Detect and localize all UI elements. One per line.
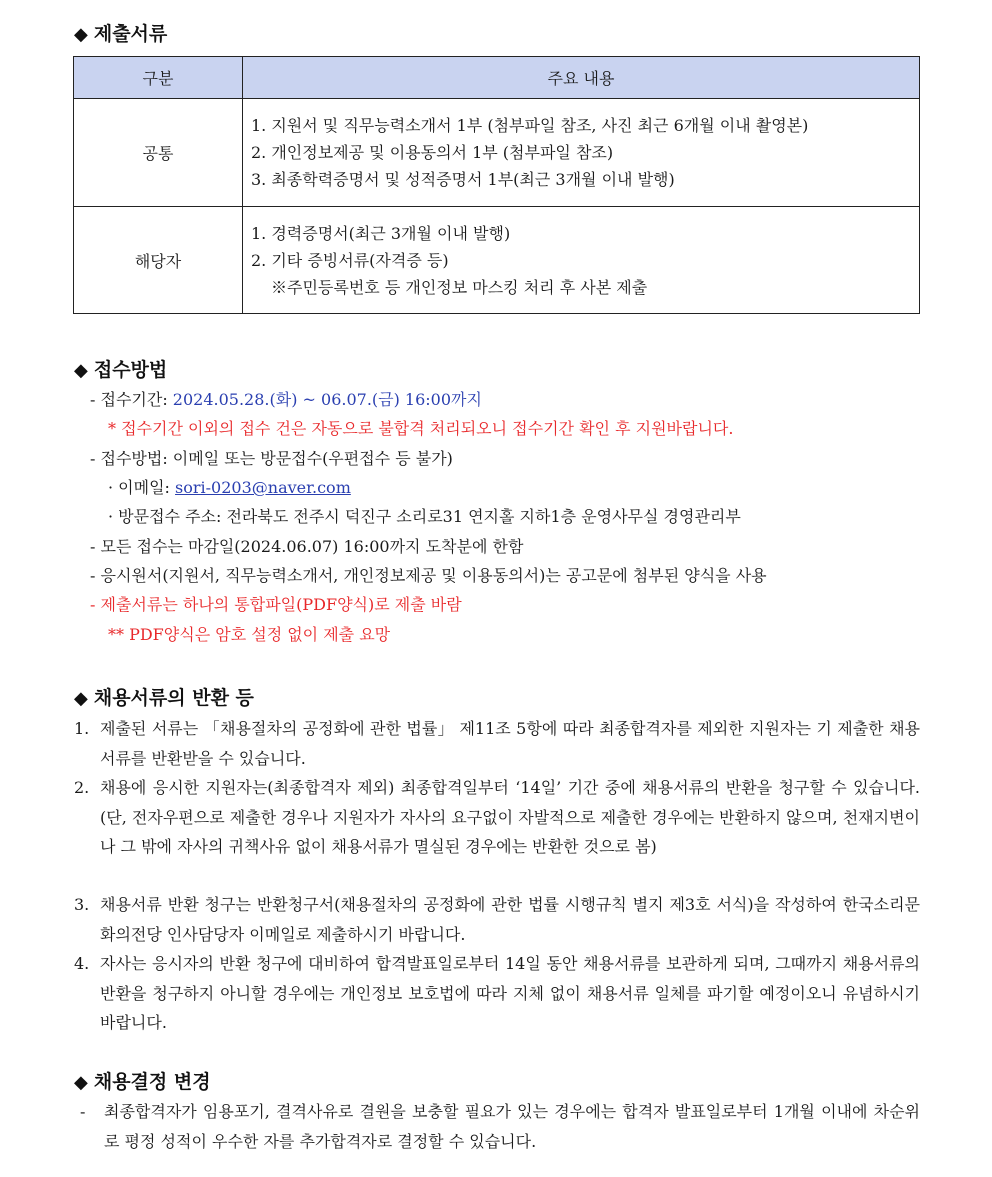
- section-title-docs: [74, 19, 167, 46]
- table-category: 해당자: [74, 207, 243, 314]
- table-row: [74, 207, 920, 314]
- return-item: [74, 714, 920, 773]
- list-item: 1. 지원서 및 직무능력소개서 1부 (첨부파일 참조, 사진 최근 6개월 이내 촬영본): [251, 116, 809, 135]
- table-row: [74, 99, 920, 207]
- diamond-bullet-icon: ◆: [74, 360, 88, 381]
- change-text: 최종합격자가 임용포기, 결격사유로 결원을 보충할 필요가 있는 경우에는 합격자 발표일로부터 1개월 이내에 차순위로 평정 성적이 우수한 자를 추가합격자로 결정할 수 있습니다.: [104, 1102, 920, 1151]
- diamond-bullet-icon: ◆: [74, 1072, 88, 1093]
- visit-address: · 방문접수 주소: 전라북도 전주시 덕진구 소리로31 연지홀 지하1층 운영사무실 경영관리부: [108, 507, 741, 526]
- section-title-text: 채용서류의 반환 등: [93, 687, 254, 709]
- section-title-receipt: [74, 355, 167, 382]
- table-category: 공통: [74, 99, 243, 207]
- section-title-text: 접수방법: [93, 359, 168, 381]
- return-item: [74, 773, 920, 862]
- period-label: - 접수기간:: [90, 390, 173, 409]
- documents-table: [73, 56, 920, 314]
- item-number: 2.: [74, 778, 90, 797]
- email-label: · 이메일:: [108, 478, 176, 497]
- diamond-bullet-icon: ◆: [74, 24, 88, 45]
- list-item: 1. 경력증명서(최근 3개월 이내 발행): [251, 223, 511, 243]
- section-title-text: 채용결정 변경: [93, 1071, 211, 1093]
- list-item: 3. 최종학력증명서 및 성적증명서 1부(최근 3개월 이내 발행): [251, 170, 675, 189]
- table-header: 주요 내용: [243, 57, 920, 99]
- forms-line: - 응시원서(지원서, 직무능력소개서, 개인정보제공 및 이용동의서)는 공고문에 첨부된 양식을 사용: [90, 566, 767, 585]
- pdf-line: - 제출서류는 하나의 통합파일(PDF양식)로 제출 바람: [90, 595, 462, 614]
- pdf-note: ** PDF양식은 암호 설정 없이 제출 요망: [108, 625, 391, 644]
- return-item: [74, 890, 920, 949]
- item-number: 1.: [74, 719, 90, 738]
- diamond-bullet-icon: ◆: [74, 688, 88, 709]
- receipt-method: - 접수방법: 이메일 또는 방문접수(우편접수 등 불가): [90, 449, 453, 468]
- section-title-change: [74, 1067, 211, 1094]
- deadline-line: - 모든 접수는 마감일(2024.06.07) 16:00까지 도착분에 한함: [90, 537, 524, 556]
- section-title-return: [74, 683, 254, 710]
- item-text: 자사는 응시자의 반환 청구에 대비하여 합격발표일로부터 14일 동안 채용서류를 보관하게 되며, 그때까지 채용서류의 반환을 청구하지 아니할 경우에는 개인정보 보호법에 따라 지체 없이 채용서류 일체를 파기할 예정이오니 유념하시기 바랍니다.: [100, 954, 920, 1032]
- item-text: 제출된 서류는 「채용절차의 공정화에 관한 법률」 제11조 5항에 따라 최종합격자를 제외한 지원자는 기 제출한 채용서류를 반환받을 수 있습니다.: [100, 719, 920, 768]
- table-content: [243, 207, 920, 314]
- period-note: * 접수기간 이외의 접수 건은 자동으로 불합격 처리되오니 접수기간 확인 후 지원바랍니다.: [108, 419, 734, 438]
- email-link[interactable]: sori-0203@naver.com: [175, 478, 351, 497]
- item-text: 채용서류 반환 청구는 반환청구서(채용절차의 공정화에 관한 법률 시행규칙 별지 제3호 서식)을 작성하여 한국소리문화의전당 인사담당자 이메일로 제출하시기 바랍니다.: [100, 895, 920, 944]
- change-paragraph: [80, 1097, 920, 1156]
- item-number: 3.: [74, 895, 90, 914]
- period-value: 2024.05.28.(화) ~ 06.07.(금) 16:00까지: [172, 390, 482, 409]
- table-content: [243, 99, 920, 207]
- return-item: [74, 949, 920, 1038]
- section-title-text: 제출서류: [93, 23, 168, 45]
- receipt-period: [90, 386, 482, 413]
- email-line: [108, 474, 351, 501]
- list-item: 2. 개인정보제공 및 이용동의서 1부 (첨부파일 참조): [251, 143, 614, 162]
- table-header-row: [74, 57, 920, 99]
- table-header: 구분: [74, 57, 243, 99]
- item-text: 채용에 응시한 지원자는(최종합격자 제외) 최종합격일부터 ‘14일’ 기간 중에 채용서류의 반환을 청구할 수 있습니다.(단, 전자우편으로 제출한 경우나 지원자가 자사의 요구없이 자발적으로 제출한 경우에는 반환하지 않으며, 천재지변이나 그 밖에 자사의 귀책사유 없이 채용서류가 멸실된 경우에는 반환한 것으로 봄): [100, 778, 920, 856]
- list-item: ※주민등록번호 등 개인정보 마스킹 처리 후 사본 제출: [271, 277, 648, 297]
- list-item: 2. 기타 증빙서류(자격증 등): [251, 250, 449, 270]
- item-number: 4.: [74, 954, 90, 973]
- dash-bullet: -: [80, 1102, 86, 1121]
